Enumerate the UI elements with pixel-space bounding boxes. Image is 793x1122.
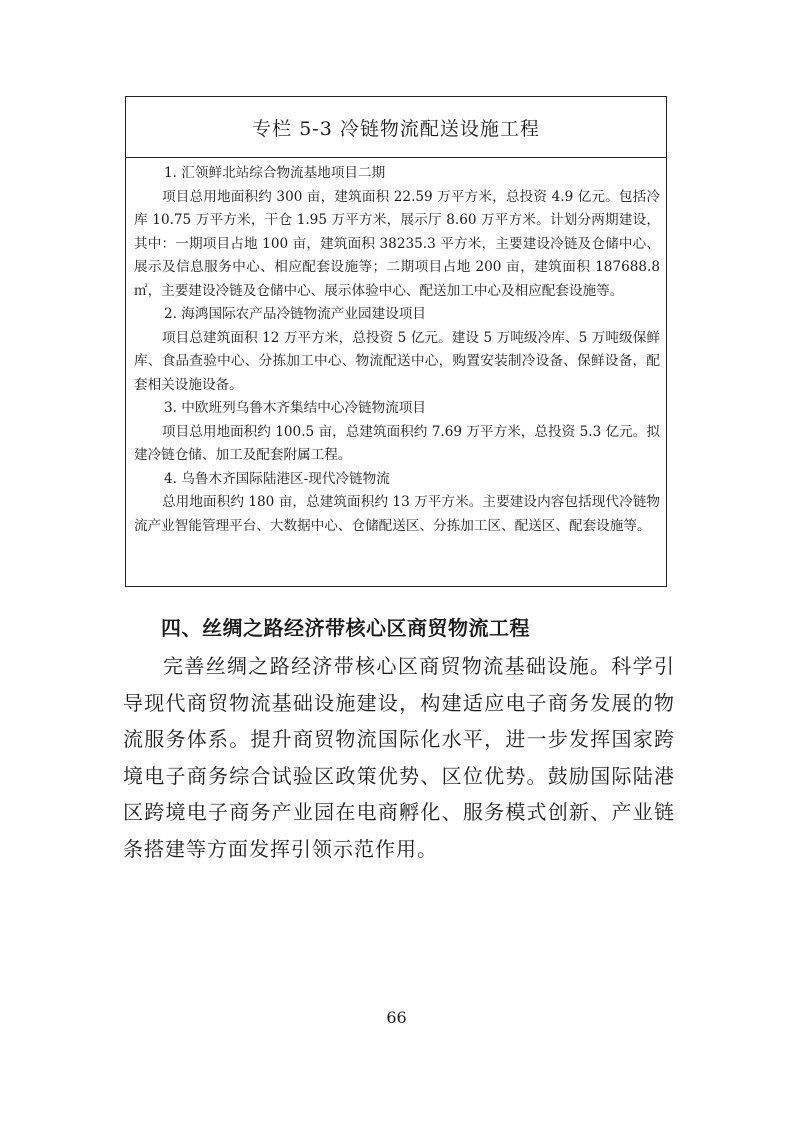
column-box bbox=[125, 96, 667, 587]
section-heading: 四、丝绸之路经济带核心区商贸物流工程 bbox=[161, 616, 530, 640]
section-paragraph: 完善丝绸之路经济带核心区商贸物流基础设施。科学引导现代商贸物流基础设施建设，构建适应电子商务发展的物流服务体系。提升商贸物流国际化水平，进一步发挥国家跨境电子商务综合试验区政策优势、区位优势。鼓励国际陆港区跨境电子商务产业园在电商孵化、服务模式创新、产业链条搭建等方面发挥引领示范作用。 bbox=[123, 654, 675, 861]
item-heading: 3. 中欧班列乌鲁木齐集结中心冷链物流项目 bbox=[164, 400, 426, 416]
item-text: 项目总建筑面积 12 万平方米，总投资 5 亿元。建设 5 万吨级冷库、5 万吨级保鲜库、食品查验中心、分拣加工中心、物流配送中心，购置安装制冷设备、保鲜设备，配套相关设施设备。 bbox=[134, 329, 660, 393]
item-text: 项目总用地面积约 300 亩，建筑面积 22.59 万平方米，总投资 4.9 亿元。包括冷库 10.75 万平方米，干仓 1.95 万平方米，展示厅 8.60 万平方米。计划分两期建设，其中：一期项目占地 100 亩，建筑面积 38235.3 平方米，主要建设冷链及仓储中心、展示及信息服务中心、相应配套设施等；二期项目占地 200 亩，建筑面积 187688.8 ㎡，主要建设冷链及仓储中心、展示体验中心、配送加工中心及相应配套设施等。 bbox=[134, 188, 660, 299]
item-heading: 4. 乌鲁木齐国际陆港区-现代冷链物流 bbox=[164, 470, 390, 487]
column-body bbox=[126, 158, 666, 538]
item-text: 项目总用地面积约 100.5 亩，总建筑面积约 7.69 万平方米，总投资 5.3 亿元。拟建冷链仓储、加工及配套附属工程。 bbox=[134, 423, 660, 463]
column-title: 专栏 5-3 冷链物流配送设施工程 bbox=[126, 97, 666, 158]
item-text: 总用地面积约 180 亩，总建筑面积约 13 万平方米。主要建设内容包括现代冷链物流产业智能管理平台、大数据中心、仓储配送区、分拣加工区、配送区、配套设施等。 bbox=[134, 494, 660, 534]
item-heading: 1. 汇领鲜北站综合物流基地项目二期 bbox=[164, 165, 386, 181]
page-number: 66 bbox=[386, 1008, 407, 1027]
item-heading: 2. 海鸿国际农产品冷链物流产业园建设项目 bbox=[164, 306, 426, 322]
